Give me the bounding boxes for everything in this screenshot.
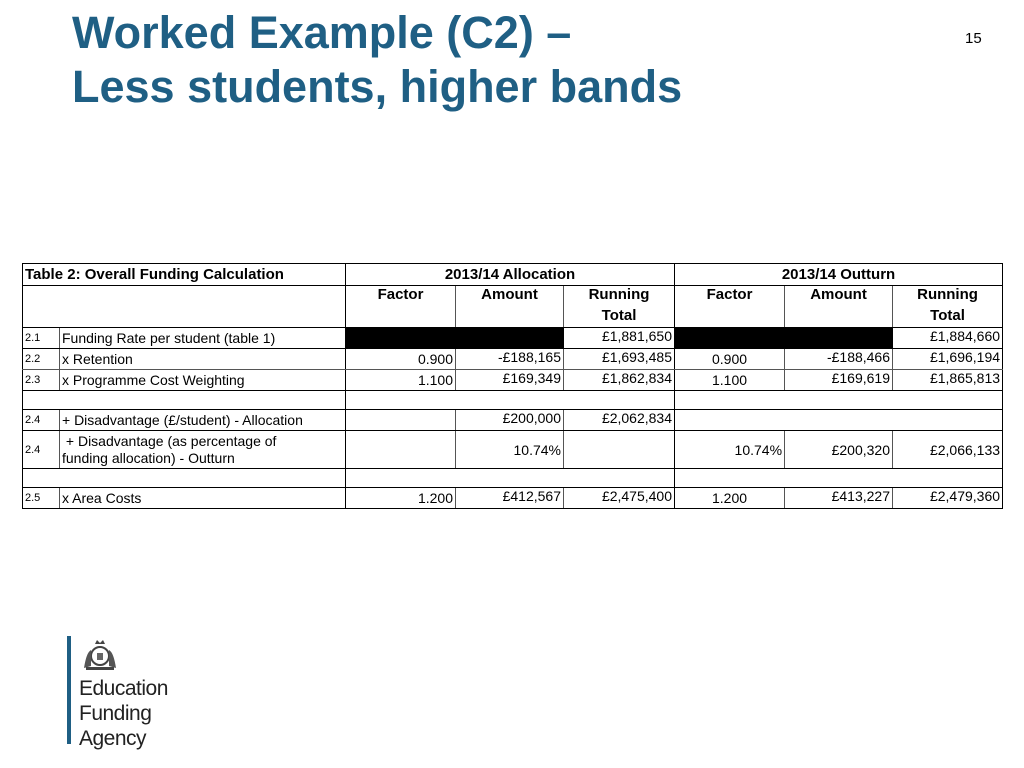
allocation-total-header: Total [564,307,675,328]
outturn-amount-header: Amount [785,286,893,328]
logo-line-education: Education [79,677,168,700]
allocation-amount-cell: 10.74% [456,431,564,469]
page-number: 15 [965,30,982,47]
allocation-total-cell: £2,062,834 [564,410,675,431]
outturn-amount-cell: £413,227 [785,488,893,509]
table-row [23,431,1003,469]
header-blank-cell [23,286,346,328]
group-outturn-header: 2013/14 Outturn [675,264,1003,286]
row-label-line-2: funding allocation) - Outturn [62,449,235,466]
allocation-amount-header: Amount [456,286,564,328]
title-line-1: Worked Example (C2) – [72,7,572,58]
row-number: 2.4 [23,431,60,469]
table-row [23,349,1003,370]
table-row [23,488,1003,509]
outturn-amount-cell: £200,320 [785,431,893,469]
allocation-factor-cell [346,431,456,469]
allocation-total-cell: £1,693,485 [564,349,675,370]
allocation-amount-cell: -£188,165 [456,349,564,370]
row-label: x Area Costs [60,488,346,509]
outturn-factor-cell: 1.200 [675,488,785,509]
outturn-amount-cell [785,328,893,349]
outturn-total-cell: £2,066,133 [893,431,1003,469]
allocation-factor-cell: 1.100 [346,370,456,391]
row-number: 2.5 [23,488,60,509]
table-caption: Table 2: Overall Funding Calculation [23,264,346,286]
allocation-factor-cell [346,410,456,431]
row-label [60,431,346,469]
allocation-amount-cell: £200,000 [456,410,564,431]
funding-table [22,263,1003,509]
slide-title [72,6,682,114]
allocation-total-cell: £1,862,834 [564,370,675,391]
allocation-running-header: Running [564,286,675,308]
outturn-running-header: Running [893,286,1003,308]
allocation-factor-cell: 0.900 [346,349,456,370]
allocation-amount-cell [456,328,564,349]
row-label: x Programme Cost Weighting [60,370,346,391]
row-number: 2.3 [23,370,60,391]
outturn-total-cell: £1,884,660 [893,328,1003,349]
outturn-amount-cell: £169,619 [785,370,893,391]
table-header-row [23,264,1003,286]
allocation-total-cell: £1,881,650 [564,328,675,349]
allocation-factor-cell: 1.200 [346,488,456,509]
row-number: 2.1 [23,328,60,349]
outturn-factor-cell: 1.100 [675,370,785,391]
logo-line-agency: Agency [79,727,147,750]
outturn-total-cell: £2,479,360 [893,488,1003,509]
title-line-2: Less students, higher bands [72,61,683,112]
allocation-total-cell [564,431,675,469]
row-label: x Retention [60,349,346,370]
outturn-total-header: Total [893,307,1003,328]
outturn-factor-cell: 10.74% [675,431,785,469]
allocation-factor-cell [346,328,456,349]
outturn-factor-header: Factor [675,286,785,328]
table-spacer-row [23,391,1003,410]
outturn-total-cell: £1,696,194 [893,349,1003,370]
allocation-amount-cell: £169,349 [456,370,564,391]
outturn-factor-cell: 0.900 [675,349,785,370]
row-label: + Disadvantage (£/student) - Allocation [60,410,346,431]
row-number: 2.4 [23,410,60,431]
royal-crest-icon [80,638,120,672]
column-header-row [23,286,1003,308]
table-row [23,370,1003,391]
logo-line-funding: Funding [79,702,152,725]
row-label-line-1: + Disadvantage (as percentage of [62,432,277,449]
group-allocation-header: 2013/14 Allocation [346,264,675,286]
table-spacer-row [23,469,1003,488]
allocation-amount-cell: £412,567 [456,488,564,509]
outturn-amount-cell: -£188,466 [785,349,893,370]
logo-divider-bar [67,636,71,744]
outturn-empty-cell [675,410,1003,431]
row-label: Funding Rate per student (table 1) [60,328,346,349]
row-number: 2.2 [23,349,60,370]
outturn-factor-cell [675,328,785,349]
table-row [23,328,1003,349]
allocation-factor-header: Factor [346,286,456,328]
outturn-total-cell: £1,865,813 [893,370,1003,391]
table-row [23,410,1003,431]
agency-logo-text [79,676,168,751]
allocation-total-cell: £2,475,400 [564,488,675,509]
